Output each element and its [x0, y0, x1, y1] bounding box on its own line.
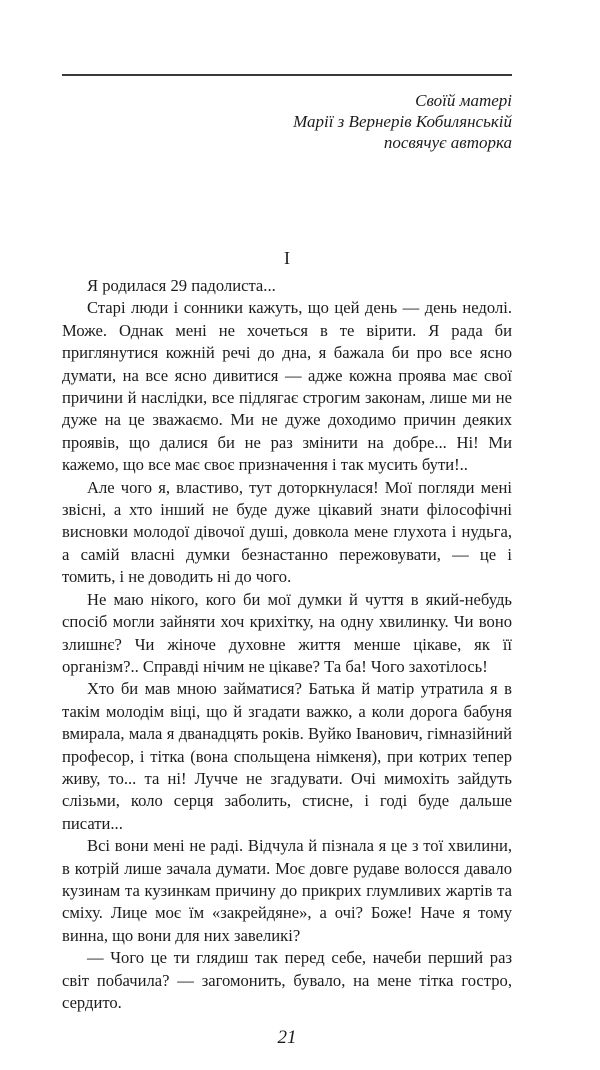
- paragraph: Хто би мав мною займатися? Батька й матір утратила я в такім молодім віці, що й згадати важко, а коли дорога бабуня вмирала, мала я дванадцять років. Вуйко Іванович, гімназійний професор, і тітка (вона спольщена німкеня), при котрих тепер живу, то... та ні! Лучче не згадувати. Очі мимохіть зайдуть слізьми, коло серця заболить, стисне, і годі буде дальше писати...: [62, 679, 512, 833]
- paragraph: Всі вони мені не раді. Відчула й пізнала я це з тої хвилини, в котрій лише зачала думати. Моє довге рудаве волосся давало кузинам та кузинкам причину до прикрих глумливих жартів та сміху. Лице моє їм «закрейдяне», а очі? Боже! Наче я тому винна, що вони для них завеликі?: [62, 836, 512, 945]
- page-number: 21: [277, 1027, 297, 1049]
- paragraph: Але чого я, властиво, тут доторкнулася! Мої погляди мені звісні, а хто інший не буде дуже цікавий знати філософічні висновки молодої дівочої душі, довкола мене глухота і нудьга, а самій власні думки безнастанно пережовувати, — це і томить, і не доводить ні до чого.: [62, 477, 512, 587]
- paragraph: — Чого це ти глядиш так перед себе, начеби перший раз світ побачила? — загомонить, бувало, на мене тітка гостро, сердито.: [62, 948, 512, 1012]
- dedication-line: Марії з Вернерів Кобилянській: [293, 112, 512, 131]
- dedication-line: посвячує авторка: [383, 133, 512, 152]
- dedication: [0, 90, 512, 153]
- paragraph: Старі люди і сонники кажуть, що цей день — день недолі. Може. Однак мені не хочеться в те вірити. Я рада би приглянутися кожній речі до дна, я бажала би про все ясно думати, на все ясно дивитися — адже кожна проява має свої причини й наслідки, все підлягає строгим законам, лише ми не дуже на це зважаємо. Ми не дуже доходимо причин деяких проявів, що далися би не раз змінити на добре... Ні! Ми кажемо, що все має своє призначення і так мусить бути!..: [62, 298, 512, 475]
- paragraph: Не маю нікого, кого би мої думки й чуття в який-небудь спосіб могли зайняти хоч крихітку, на одну хвилинку. Чи воно злишнє? Чи жіноче духовне життя менше цікаве, як її організм?.. Справді нічим не цікаве? Та ба! Чого захотілось!: [62, 589, 512, 676]
- paragraph: Я родилася 29 падолиста...: [87, 276, 276, 295]
- dedication-line: Своїй матері: [415, 91, 512, 110]
- body-text: [62, 275, 512, 1014]
- chapter-heading: I: [284, 248, 290, 268]
- header-rule: [62, 74, 512, 76]
